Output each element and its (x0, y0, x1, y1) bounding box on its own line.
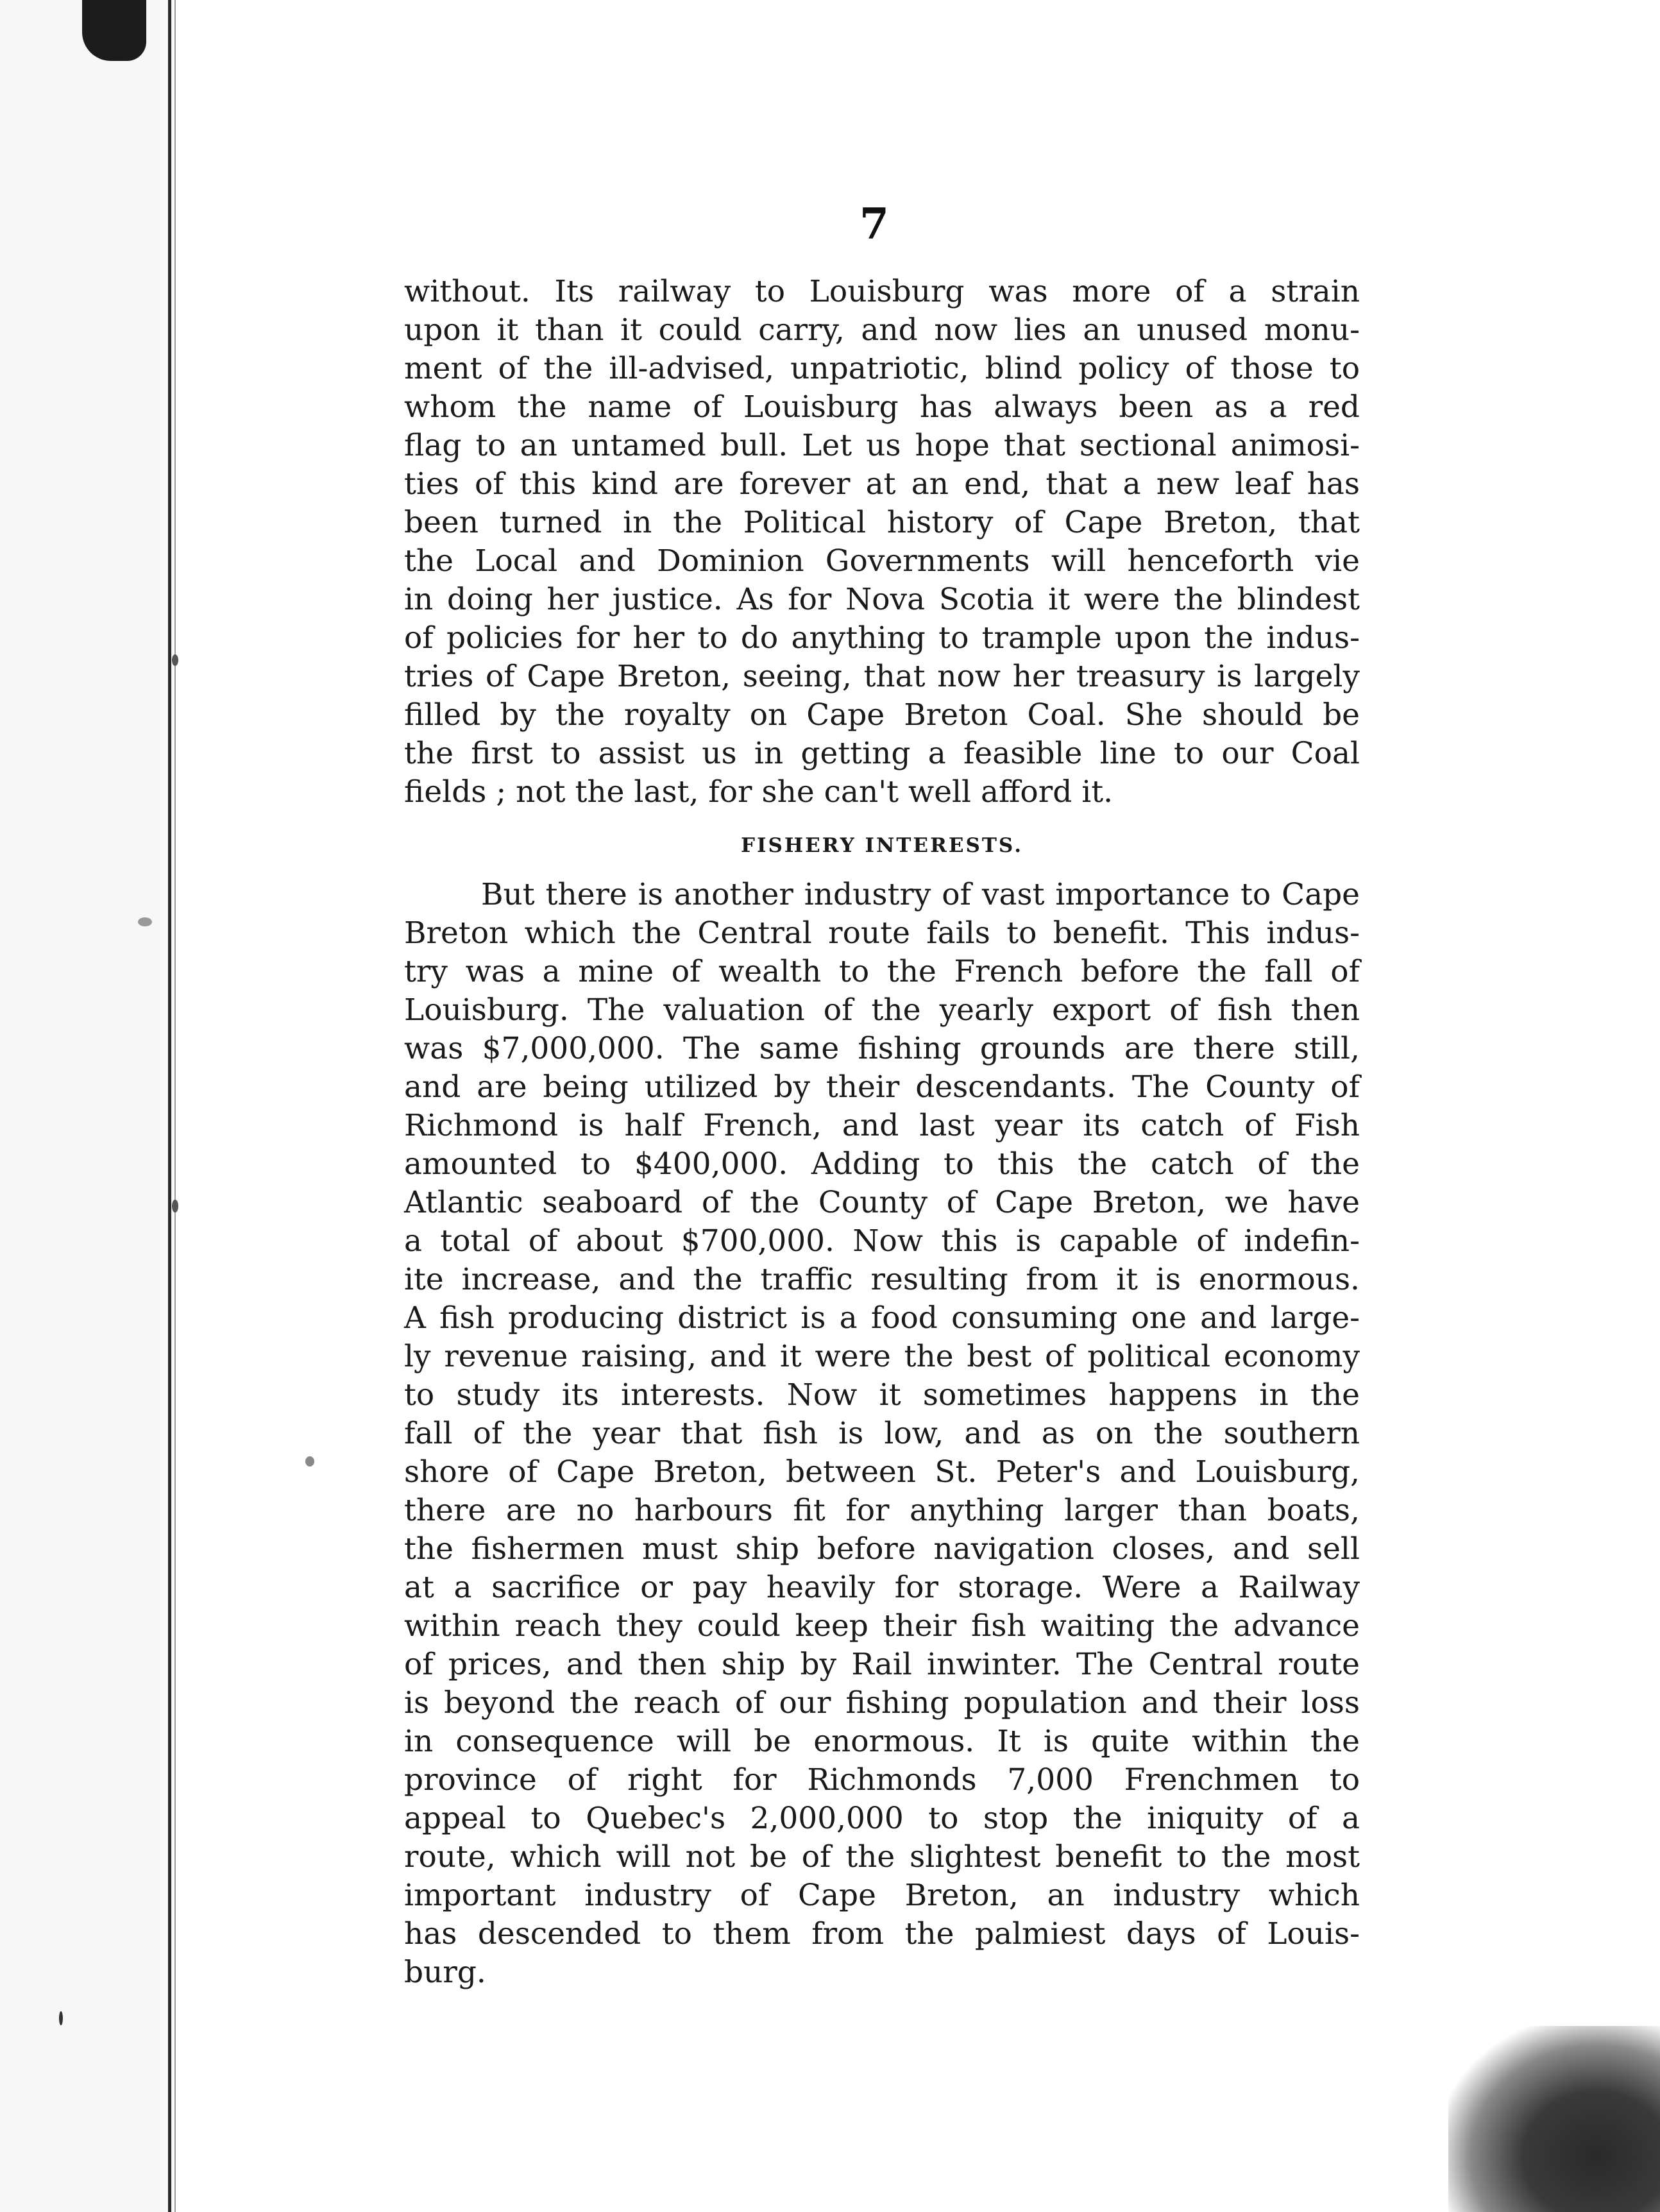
page-number: 7 (860, 199, 889, 249)
text-line: and are being utilized by their descendants. The County of (404, 1069, 1360, 1105)
ink-speck (172, 654, 178, 666)
text-line: burg. (404, 1955, 486, 1990)
text-line: within reach they could keep their fish waiting the advance (404, 1608, 1360, 1644)
corner-stain (1448, 2026, 1660, 2212)
text-line: Atlantic seaboard of the County of Cape Breton, we have (404, 1185, 1360, 1220)
text-line: is beyond the reach of our fishing population and their loss (404, 1685, 1360, 1721)
text-line: in consequence will be enormous. It is quite within the (404, 1724, 1360, 1759)
text-line: tries of Cape Breton, seeing, that now her treasury is largely (404, 659, 1360, 694)
text-line: to study its interests. Now it sometimes happens in the (404, 1377, 1360, 1413)
text-line: try was a mine of wealth to the French before the fall of (404, 954, 1360, 989)
text-line: a total of about $700,000. Now this is capable of indefin- (404, 1223, 1360, 1259)
text-line: been turned in the Political history of Cape Breton, that (404, 505, 1360, 540)
ink-speck (305, 1456, 314, 1467)
paragraph-1 (404, 273, 1360, 812)
text-line: the Local and Dominion Governments will henceforth vie (404, 543, 1360, 579)
text-line: the first to assist us in getting a feasible line to our Coal (404, 736, 1360, 771)
text-line: flag to an untamed bull. Let us hope that sectional animosi- (404, 428, 1360, 463)
text-line: ite increase, and the traffic resulting from it is enormous. (404, 1262, 1360, 1297)
text-line: Louisburg. The valuation of the yearly export of fish then (404, 992, 1360, 1028)
text-line: was $7,000,000. The same fishing grounds are there still, (404, 1031, 1360, 1066)
text-line: in doing her justice. As for Nova Scotia it were the blindest (404, 582, 1360, 617)
paragraph-2 (404, 876, 1360, 1992)
text-line: whom the name of Louisburg has always been as a red (404, 389, 1360, 425)
text-line: But there is another industry of vast importance to Cape (481, 877, 1360, 912)
text-line: the fishermen must ship before navigation closes, and sell (404, 1531, 1360, 1567)
text-line: upon it than it could carry, and now lies an unused monu- (404, 312, 1360, 348)
text-line: of policies for her to do anything to trample upon the indus- (404, 620, 1360, 656)
text-line: route, which will not be of the slightest benefit to the most (404, 1839, 1360, 1875)
text-line: ties of this kind are forever at an end, that a new leaf has (404, 466, 1360, 502)
text-line: Richmond is half French, and last year its catch of Fish (404, 1108, 1360, 1143)
text-line: A fish producing district is a food consuming one and large- (404, 1300, 1360, 1336)
text-line: ly revenue raising, and it were the best of political economy (404, 1339, 1360, 1374)
left-page-margin (0, 0, 173, 2212)
text-line: there are no harbours fit for anything larger than boats, (404, 1493, 1360, 1528)
body-text (404, 273, 1360, 1992)
text-line: appeal to Quebec's 2,000,000 to stop the iniquity of a (404, 1801, 1360, 1836)
section-heading: FISHERY INTERESTS. (740, 834, 1023, 857)
text-line: of prices, and then ship by Rail inwinter. The Central route (404, 1647, 1360, 1682)
text-line: shore of Cape Breton, between St. Peter's and Louisburg, (404, 1454, 1360, 1490)
ink-speck (172, 1200, 178, 1212)
text-line: filled by the royalty on Cape Breton Coal. She should be (404, 697, 1360, 733)
text-line: Breton which the Central route fails to benefit. This indus- (404, 915, 1360, 951)
text-line: without. Its railway to Louisburg was more of a strain (404, 274, 1360, 309)
corner-ink-blot (82, 0, 146, 61)
text-line: fields ; not the last, for she can't well afford it. (404, 774, 1114, 810)
text-line: important industry of Cape Breton, an industry which (404, 1878, 1360, 1913)
ink-speck (138, 917, 152, 926)
text-line: ment of the ill-advised, unpatriotic, blind policy of those to (404, 351, 1360, 386)
page-fold-shadow (174, 0, 176, 2212)
text-line: amounted to $400,000. Adding to this the catch of the (404, 1146, 1360, 1182)
ink-speck (59, 2011, 63, 2025)
text-line: at a sacrifice or pay heavily for storage. Were a Railway (404, 1570, 1360, 1605)
text-line: fall of the year that fish is low, and as on the southern (404, 1416, 1360, 1451)
text-line: has descended to them from the palmiest days of Louis- (404, 1916, 1360, 1952)
page-fold-line (168, 0, 171, 2212)
text-line: province of right for Richmonds 7,000 Frenchmen to (404, 1762, 1360, 1798)
